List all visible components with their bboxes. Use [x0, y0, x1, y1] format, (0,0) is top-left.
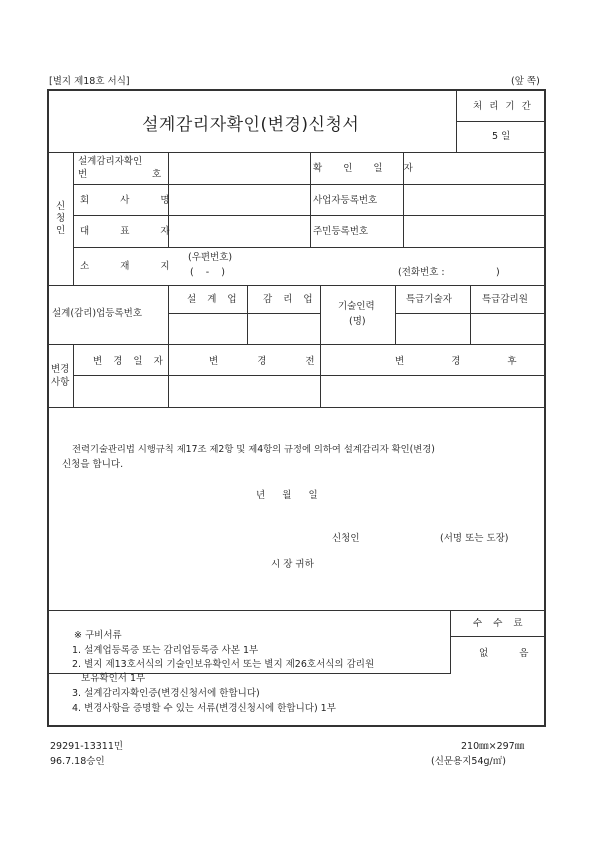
signature-or-seal-label: (서명 또는 도장): [440, 533, 509, 544]
documents-heading: ※ 구비서류: [74, 630, 122, 641]
cert-number-label-3: 호: [152, 169, 162, 180]
form-code: 29291-13311민: [50, 741, 124, 752]
addressee: 시 장 귀하: [271, 559, 314, 570]
postal-code-label: (우편번호): [188, 252, 233, 263]
document-item-2-continued: 보유확인서 1부: [72, 673, 146, 684]
registration-label: 설계(감리)업등록번호: [52, 308, 143, 319]
paper-type: (신문용지54g/㎡): [431, 756, 506, 767]
document-item-2: 2. 별지 제13호서식의 기술인보유확인서 또는 별지 제26호서식의 감리원: [72, 659, 375, 670]
applicant-section-label-3: 인: [56, 225, 66, 236]
tech-manpower-label: 기술인력: [338, 301, 375, 312]
processing-period-label: 처 리 기 간: [473, 101, 533, 112]
cert-number-label: 설계감리자확인: [78, 156, 143, 167]
frame-top: [47, 89, 546, 91]
page-side-label: (앞 쪽): [511, 76, 540, 87]
postal-code-field: ( - ): [190, 267, 225, 278]
applicant-section-label-2: 청: [56, 213, 66, 224]
cert-number-label-2: 번: [78, 169, 88, 180]
design-label: 설 계 업: [187, 294, 241, 305]
form-number: [별지 제18호 서식]: [49, 76, 130, 87]
fee-value: 없 음: [479, 648, 543, 659]
document-item-1: 1. 설계업등록증 또는 감리업등록증 사본 1부: [72, 645, 259, 656]
special-supervisor-label: 특급감리원: [482, 294, 528, 305]
fee-label: 수 수 료: [473, 618, 527, 629]
special-engineer-label: 특급기술자: [406, 294, 452, 305]
after-label: 변 경 후: [395, 356, 539, 367]
approval-date: 96.7.18승인: [50, 756, 105, 767]
document-item-3: 3. 설계감리자확인증(변경신청서에 한합니다): [72, 688, 260, 699]
frame-left: [47, 89, 49, 727]
change-date-label: 변 경 일 자: [93, 356, 167, 367]
date-line: 년 월 일: [256, 490, 320, 501]
business-reg-label: 사업자등록번호: [313, 195, 378, 206]
changes-section-label-2: 사항: [51, 377, 70, 388]
resident-reg-label: 주민등록번호: [313, 226, 369, 237]
changes-section-label-1: 변경: [51, 364, 70, 375]
document-item-4: 4. 변경사항을 증명할 수 있는 서류(변경신청시에 한합니다) 1부: [72, 703, 336, 714]
confirm-date-label: 확 인 일 자: [313, 163, 422, 174]
applicant-section-label-1: 신: [56, 201, 66, 212]
phone-field: (전화번호 : ): [398, 267, 500, 278]
processing-period-value: 5 일: [492, 131, 511, 142]
statement-text-line-2: 신청을 합니다.: [62, 459, 124, 470]
form-title: 설계감리자확인(변경)신청서: [142, 115, 360, 135]
applicant-signature-label: 신청인: [332, 533, 360, 544]
address-label: 소 재 지: [80, 261, 184, 272]
company-label: 회 사 명: [80, 195, 184, 206]
before-label: 변 경 전: [209, 356, 333, 367]
statement-text-line-1: 전력기술관리법 시행규칙 제17조 제2항 및 제4항의 규정에 의하여 설계감리자 확인(변경): [72, 444, 435, 455]
paper-size: 210㎜×297㎜: [461, 741, 525, 752]
frame-bottom: [47, 725, 546, 727]
tech-manpower-unit: (명): [349, 316, 366, 327]
supervision-label: 감 리 업: [263, 294, 317, 305]
representative-label: 대 표 자: [80, 226, 184, 237]
